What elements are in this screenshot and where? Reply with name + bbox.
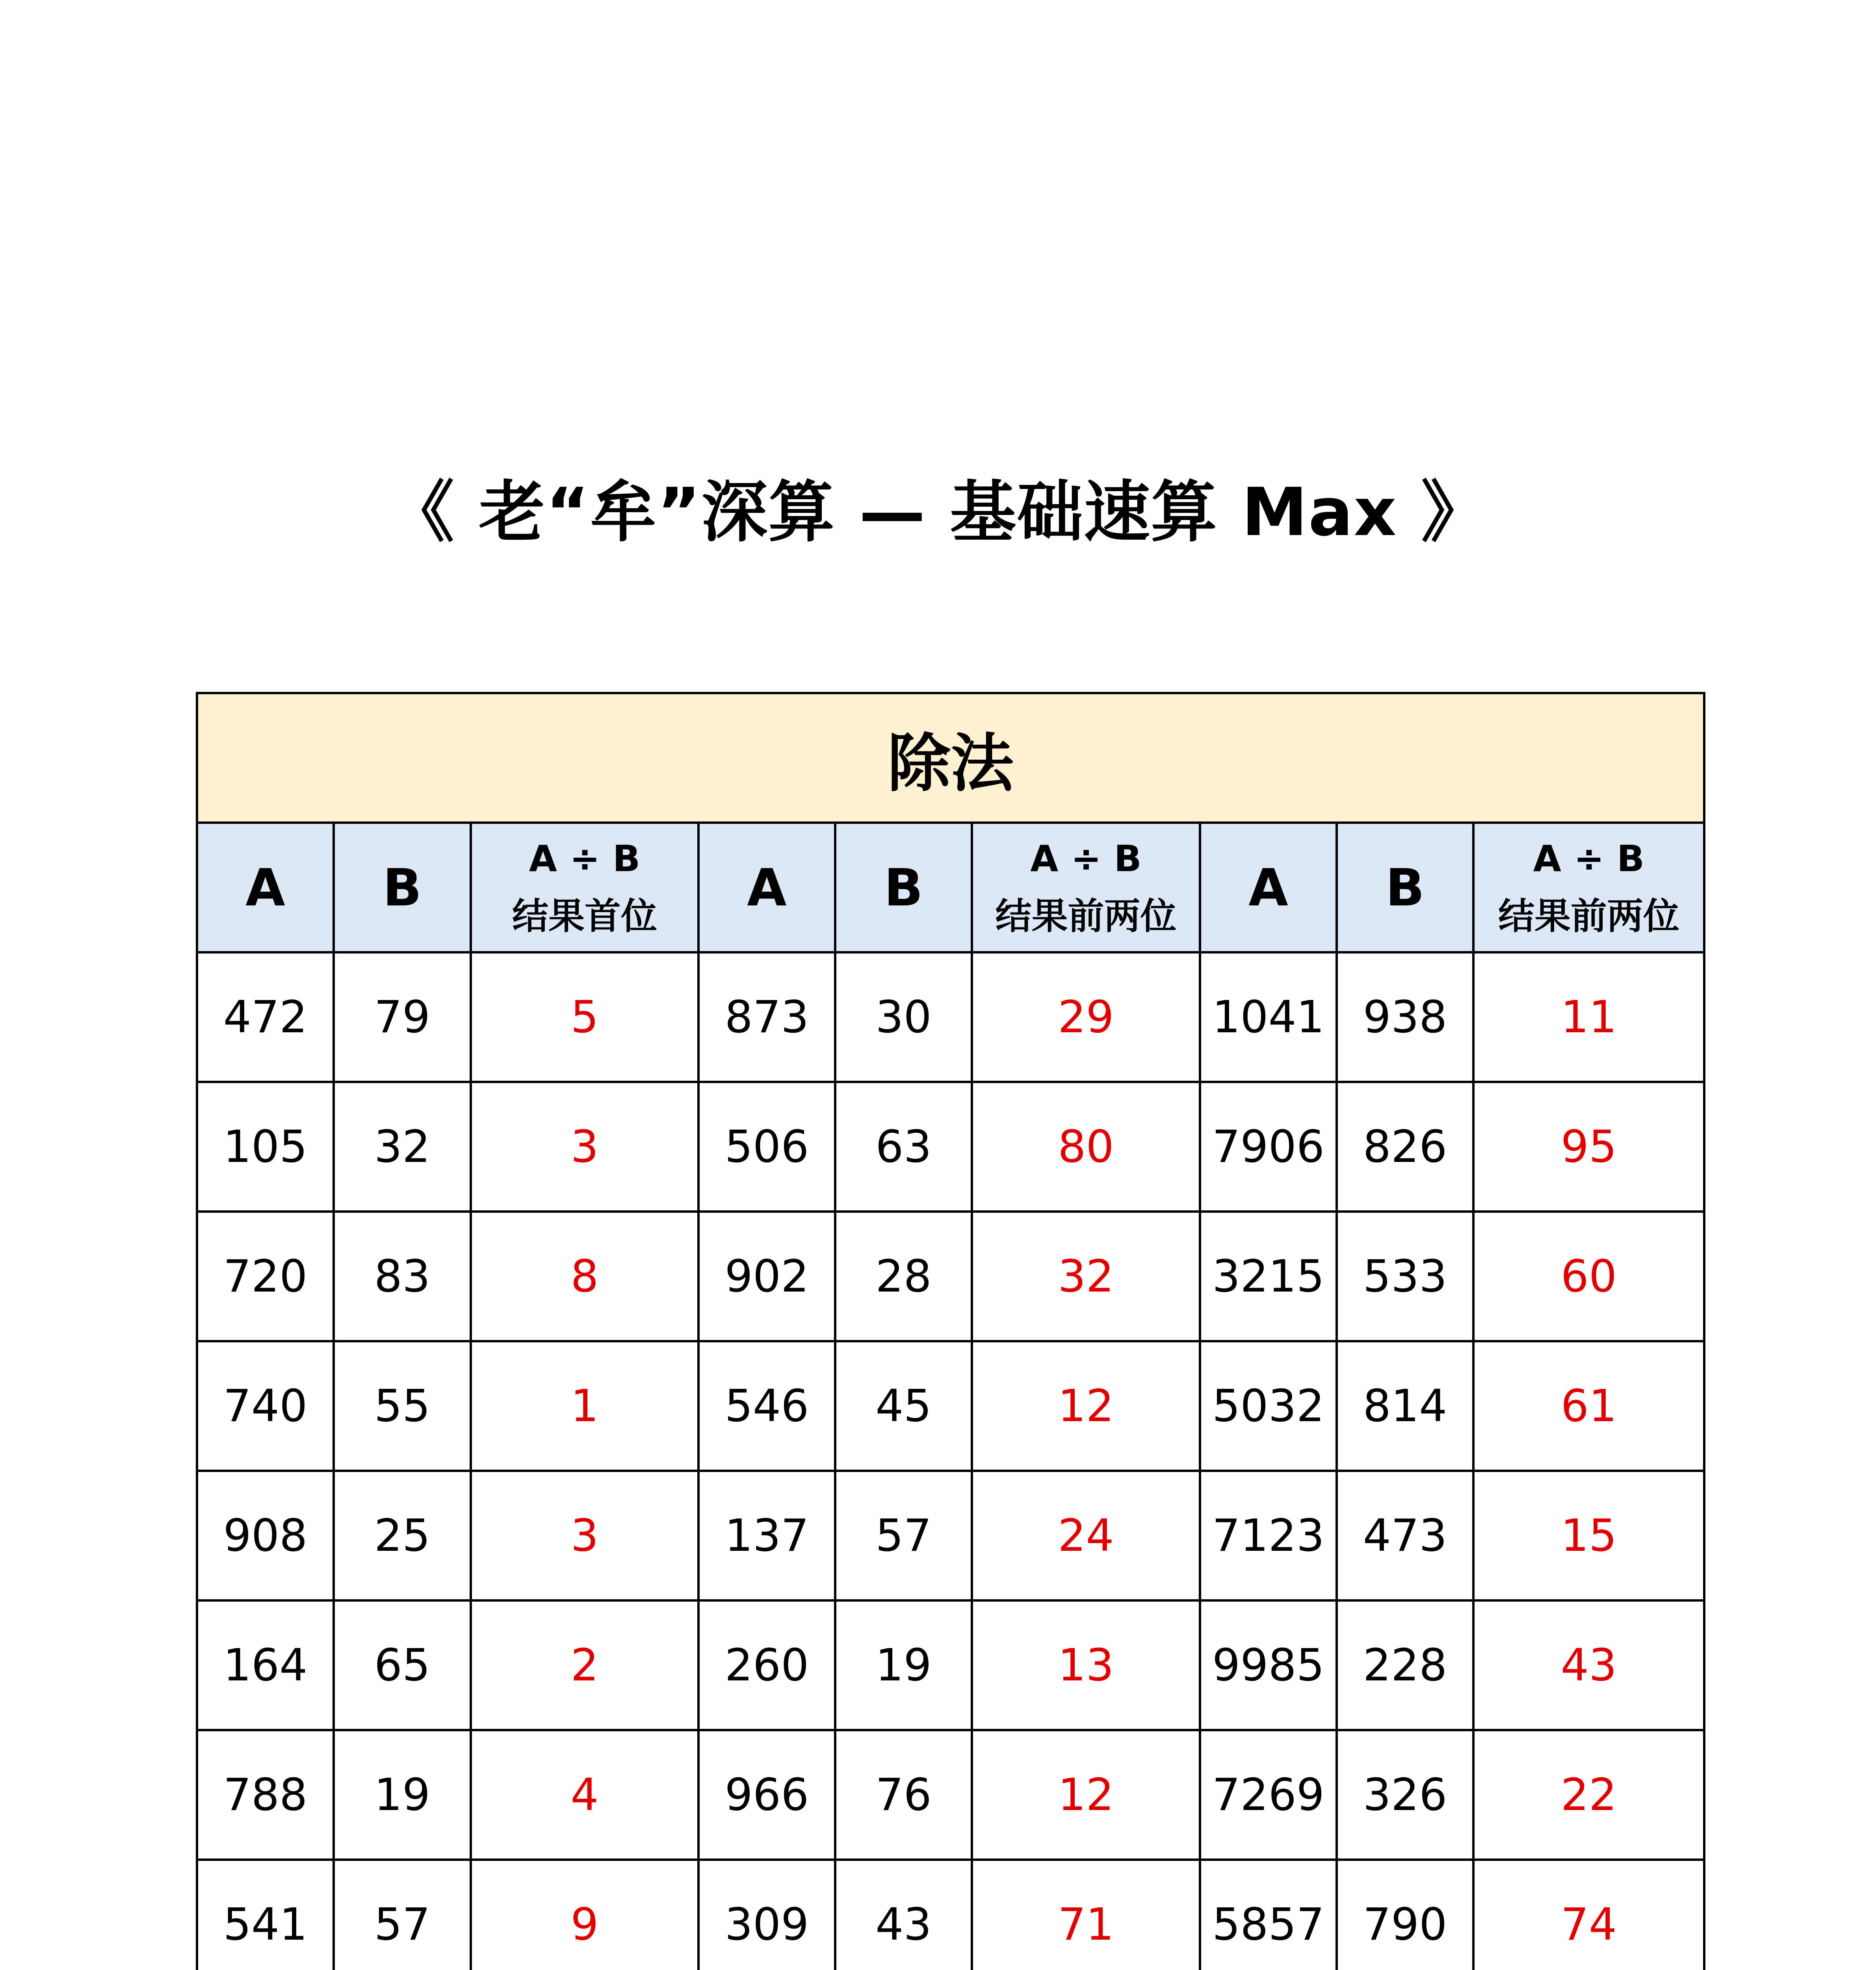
cell-b: 45 [835, 1341, 972, 1471]
cell-b: 30 [835, 952, 972, 1082]
cell-b: 938 [1337, 952, 1473, 1082]
table-row [197, 952, 1704, 1082]
header-a: A [197, 823, 334, 952]
cell-b: 32 [334, 1082, 471, 1212]
table-row [197, 1730, 1704, 1860]
cell-result: 3 [471, 1082, 698, 1212]
cell-a: 472 [197, 952, 334, 1082]
cell-a: 506 [698, 1082, 835, 1212]
table-body [197, 952, 1704, 1970]
cell-b: 55 [334, 1341, 471, 1471]
cell-b: 43 [835, 1860, 972, 1970]
section-title: 除法 [197, 693, 1704, 823]
cell-b: 533 [1337, 1212, 1473, 1341]
cell-result: 2 [471, 1600, 698, 1730]
cell-b: 79 [334, 952, 471, 1082]
cell-result: 29 [972, 952, 1200, 1082]
cell-result: 12 [972, 1730, 1200, 1860]
cell-a: 9985 [1200, 1600, 1337, 1730]
table-row [197, 1471, 1704, 1600]
header-a: A [1200, 823, 1337, 952]
cell-result: 12 [972, 1341, 1200, 1471]
cell-b: 19 [835, 1600, 972, 1730]
header-b: B [334, 823, 471, 952]
cell-a: 720 [197, 1212, 334, 1341]
cell-a: 7269 [1200, 1730, 1337, 1860]
cell-result: 80 [972, 1082, 1200, 1212]
cell-a: 5032 [1200, 1341, 1337, 1471]
cell-b: 25 [334, 1471, 471, 1600]
cell-b: 57 [334, 1860, 471, 1970]
cell-b: 19 [334, 1730, 471, 1860]
page-title: 《 老“牟”深算 — 基础速算 Max 》 [388, 474, 1488, 551]
cell-result: 8 [471, 1212, 698, 1341]
cell-a: 541 [197, 1860, 334, 1970]
header-b: B [1337, 823, 1473, 952]
table-row [197, 1082, 1704, 1212]
header-a: A [698, 823, 835, 952]
cell-result: 24 [972, 1471, 1200, 1600]
cell-a: 309 [698, 1860, 835, 1970]
header-b: B [835, 823, 972, 952]
cell-b: 65 [334, 1600, 471, 1730]
table-row [197, 1600, 1704, 1730]
cell-a: 740 [197, 1341, 334, 1471]
cell-result: 43 [1473, 1600, 1704, 1730]
column-header-row [197, 823, 1704, 952]
cell-a: 105 [197, 1082, 334, 1212]
cell-b: 28 [835, 1212, 972, 1341]
cell-result: 60 [1473, 1212, 1704, 1341]
cell-b: 326 [1337, 1730, 1473, 1860]
cell-b: 790 [1337, 1860, 1473, 1970]
table-row [197, 1860, 1704, 1970]
cell-a: 164 [197, 1600, 334, 1730]
cell-a: 5857 [1200, 1860, 1337, 1970]
cell-b: 63 [835, 1082, 972, 1212]
cell-result: 11 [1473, 952, 1704, 1082]
cell-result: 22 [1473, 1730, 1704, 1860]
cell-result: 9 [471, 1860, 698, 1970]
cell-b: 57 [835, 1471, 972, 1600]
cell-a: 7906 [1200, 1082, 1337, 1212]
cell-a: 3215 [1200, 1212, 1337, 1341]
table-row [197, 1341, 1704, 1471]
cell-a: 137 [698, 1471, 835, 1600]
cell-b: 814 [1337, 1341, 1473, 1471]
cell-result: 74 [1473, 1860, 1704, 1970]
cell-result: 71 [972, 1860, 1200, 1970]
cell-result: 5 [471, 952, 698, 1082]
cell-b: 83 [334, 1212, 471, 1341]
header-result-first-digit: A ÷ B 结果首位 [471, 823, 698, 952]
cell-a: 902 [698, 1212, 835, 1341]
cell-a: 873 [698, 952, 835, 1082]
cell-result: 32 [972, 1212, 1200, 1341]
table-row [197, 1212, 1704, 1341]
division-table [196, 692, 1705, 1970]
cell-a: 1041 [1200, 952, 1337, 1082]
cell-result: 4 [471, 1730, 698, 1860]
cell-a: 260 [698, 1600, 835, 1730]
cell-result: 15 [1473, 1471, 1704, 1600]
cell-b: 228 [1337, 1600, 1473, 1730]
cell-result: 3 [471, 1471, 698, 1600]
cell-b: 76 [835, 1730, 972, 1860]
cell-a: 7123 [1200, 1471, 1337, 1600]
header-result-first-two-digits: A ÷ B 结果前两位 [972, 823, 1200, 952]
cell-result: 61 [1473, 1341, 1704, 1471]
cell-a: 908 [197, 1471, 334, 1600]
cell-a: 546 [698, 1341, 835, 1471]
cell-result: 1 [471, 1341, 698, 1471]
cell-result: 95 [1473, 1082, 1704, 1212]
cell-a: 788 [197, 1730, 334, 1860]
cell-a: 966 [698, 1730, 835, 1860]
cell-result: 13 [972, 1600, 1200, 1730]
cell-b: 473 [1337, 1471, 1473, 1600]
cell-b: 826 [1337, 1082, 1473, 1212]
section-row [197, 693, 1704, 823]
header-result-first-two-digits: A ÷ B 结果前两位 [1473, 823, 1704, 952]
